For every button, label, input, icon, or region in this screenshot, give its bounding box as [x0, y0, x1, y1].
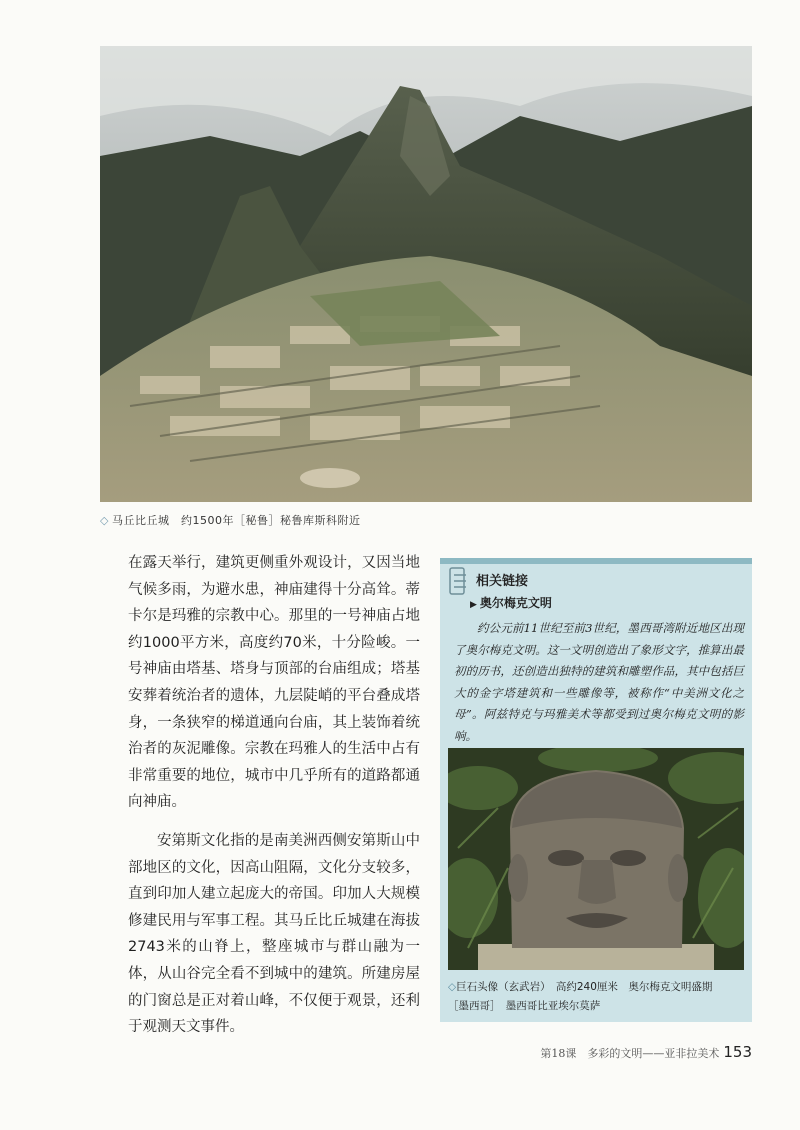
main-body-text — [128, 550, 420, 1041]
triangle-bullet-icon: ▶ — [470, 600, 477, 610]
top-photo-caption — [100, 512, 752, 528]
related-link-box — [440, 558, 752, 1022]
top-caption-text: 马丘比丘城 约1500年［秘鲁］秘鲁库斯科附近 — [111, 514, 361, 527]
page-footer — [540, 1043, 752, 1061]
caption-bullet-icon: ◇ — [100, 514, 109, 527]
notebook-icon — [448, 566, 470, 596]
olmec-caption-line-2: ［墨西哥］ 墨西哥比亚埃尔莫萨 — [448, 1000, 601, 1012]
paragraph-1: 在露天举行，建筑更侧重外观设计，又因当地气候多雨，为避水患，神庙建得十分高耸。蒂卡尔是玛雅的宗教中心。那里的一号神庙占地约1000平方米，高度约70米，十分险峻。一号神庙由塔基、塔身与顶部的台庙组成；塔基安葬着统治者的遗体，九层陡峭的平台叠成塔身，一条狭窄的梯道通向台庙，其上装饰着统治者的灰泥雕像。宗教在玛雅人的生活中占有非常重要的地位，城市中几乎所有的道路都通向神庙。 — [128, 555, 420, 811]
machu-picchu-photo — [100, 46, 752, 502]
caption-bullet-icon: ◇ — [448, 981, 457, 993]
sidebar-subhead-text: 奥尔梅克文明 — [479, 596, 552, 610]
olmec-caption-line-1-text: 巨石头像（玄武岩） 高约240厘米 奥尔梅克文明盛期 — [456, 981, 713, 993]
sidebar-subhead — [470, 594, 552, 611]
paragraph-2: 安第斯文化指的是南美洲西侧安第斯山中部地区的文化，因高山阻隔，文化分支较多，直到印加人建立起庞大的帝国。印加人大规模修建民用与军事工程。其马丘比丘城建在海拔2743米的山脊上，整座城市与群山融为一体，从山谷完全看不到城中的建筑。所建房屋的门窗总是正对着山峰，不仅便于观景，还利于观测天文事件。 — [128, 832, 420, 1036]
sidebar-title: 相关链接 — [476, 574, 529, 589]
olmec-caption-line-1 — [448, 978, 748, 997]
page-number: 153 — [723, 1043, 752, 1061]
sidebar-top-bar — [440, 558, 752, 564]
sidebar-body-text: 约公元前11世纪至前3世纪，墨西哥湾附近地区出现了奥尔梅克文明。这一文明创造出了象形文字，推算出最初的历书，还创造出独特的建筑和雕塑作品，其中包括巨大的金字塔建筑和一些雕像等，被称作“中美洲文化之母”。阿兹特克与玛雅美术等都受到过奥尔梅克文明的影响。 — [454, 621, 744, 743]
olmec-head-photo — [448, 748, 744, 970]
chapter-title: 第18课 多彩的文明——亚非拉美术 — [540, 1047, 720, 1060]
olmec-caption — [448, 978, 748, 1016]
